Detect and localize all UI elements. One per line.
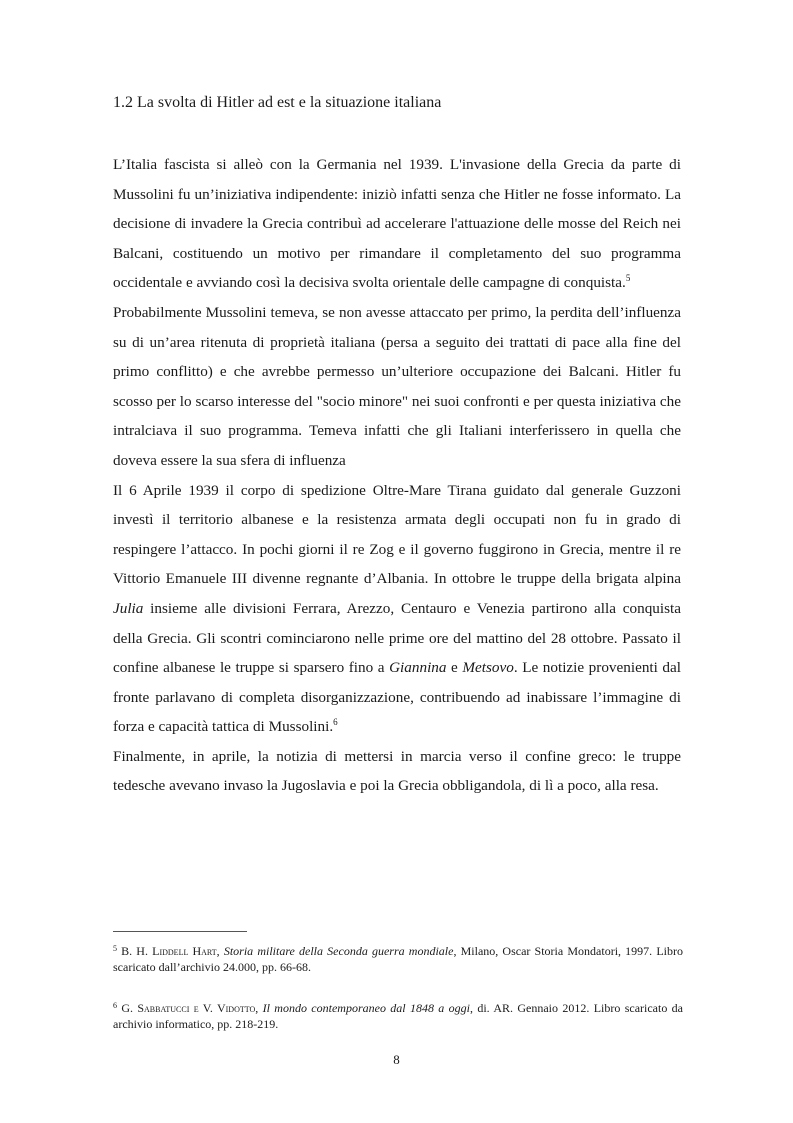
footnote-number: 6 <box>113 1001 117 1010</box>
paragraph-2: Probabilmente Mussolini temeva, se non avesse attaccato per primo, la perdita dell’influenza su di un’area ritenuta di proprietà italiana (persa a seguito dei trattati di pace alla fine del primo conflitto) e che avrebbe permesso un’ulteriore occupazione dei Balcani. Hitler fu scosso per lo scarso interesse del "socio minore" nei suoi confronti e per questa iniziativa che intralciava il suo programma. Temeva infatti che gli Italiani interferissero in quella che doveva essere la sua sfera di influenza <box>113 303 681 469</box>
paragraph-1 <box>113 150 681 298</box>
paragraph-3-text-a: Il 6 Aprile 1939 il corpo di spedizione Oltre-Mare Tirana guidato dal generale Guzzoni investì il territorio albanese e la resistenza armata degli occupati non fu in grado di respingere l’attacco. In pochi giorni il re Zog e il governo fuggirono in Grecia, mentre il re Vittorio Emanuele III divenne regnante d’Albania. In ottobre le truppe della brigata alpina <box>113 481 681 588</box>
section-heading: 1.2 La svolta di Hitler ad est e la situazione italiana <box>113 94 442 111</box>
footnote-separator <box>113 931 247 932</box>
footnote-author: B. H. Liddell Hart, <box>121 944 220 958</box>
paragraph-3 <box>113 476 681 742</box>
conjunction: e <box>446 659 463 677</box>
paragraph-3-text-c: . Le notizie provenienti dal fronte parlavano di completa disorganizzazione, contribuendo ad inabissare l’immagine di forza e capacità tattica di Mussolini. <box>113 659 681 736</box>
place-metsovo: Metsovo <box>462 659 514 677</box>
footnote-title: Storia militare della Seconda guerra mondiale <box>223 944 454 958</box>
footnote-ref-6[interactable]: 6 <box>333 717 338 728</box>
paragraph-1-text: L’Italia fascista si alleò con la Germania nel 1939. L'invasione della Grecia da parte di Mussolini fu un’iniziativa indipendente: iniziò infatti senza che Hitler ne fosse informato. La decisione di invadere la Grecia contribuì ad accelerare l'attuazione delle mosse del Reich nei Balcani, costituendo un motivo per rimandare il completamento del suo programma occidentale e avviando così la decisiva svolta orientale delle campagne di conquista. <box>113 156 681 292</box>
paragraph-4: Finalmente, in aprile, la notizia di mettersi in marcia verso il confine greco: le truppe tedesche avevano invaso la Jugoslavia e poi la Grecia obbligandola, di lì a poco, alla resa. <box>113 747 681 795</box>
page-number: 8 <box>393 1052 400 1067</box>
body-text <box>113 150 681 801</box>
brigade-name-julia: Julia <box>113 599 144 617</box>
place-giannina: Giannina <box>389 659 447 677</box>
footnote-ref-5[interactable]: 5 <box>625 273 631 284</box>
footnote-author: G. Sabbatucci e V. Vidotto, <box>121 1001 259 1015</box>
footnote-details: , Milano, Oscar Storia Mondatori, 1997. Libro scaricato dall’archivio 24.000, pp. 66-68. <box>113 944 683 974</box>
footnote-title: Il mondo contemporaneo dal 1848 a oggi <box>262 1001 470 1015</box>
footnote-5 <box>113 943 683 975</box>
paragraph-3-text-b: insieme alle divisioni Ferrara, Arezzo, Centauro e Venezia partirono alla conquista della Grecia. Gli scontri cominciarono nelle prime ore del mattino del 28 ottobre. Passato il confine albanese le truppe si sparsero fino a <box>113 599 681 677</box>
footnote-6 <box>113 1000 683 1032</box>
footnote-details: , di. AR. Gennaio 2012. Libro scaricato da archivio informatico, pp. 218-219. <box>113 1001 684 1031</box>
footnote-number: 5 <box>113 944 117 953</box>
